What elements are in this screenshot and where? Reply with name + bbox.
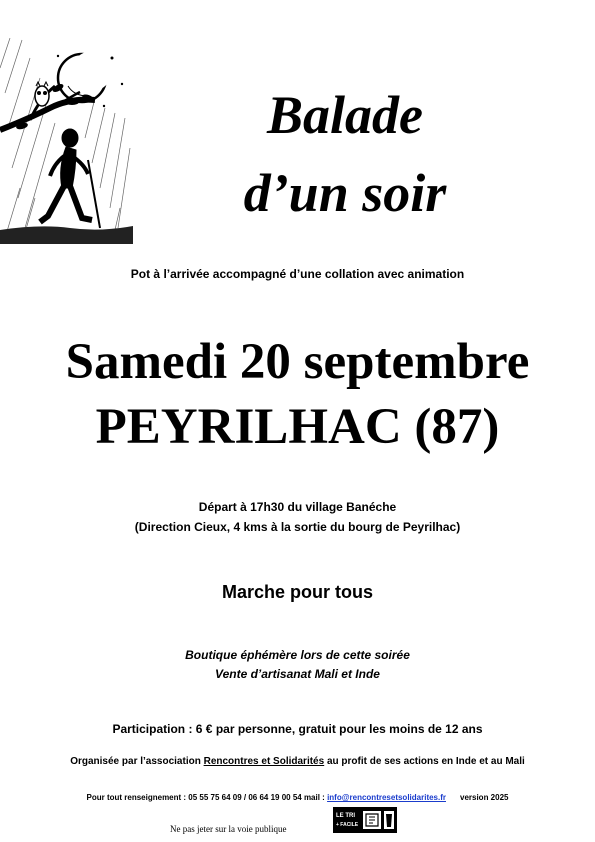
event-place: PEYRILHAC (87): [95, 399, 500, 455]
participation-price: Participation : 6 € par personne, gratuit pour les moins de 12 ans: [112, 722, 483, 736]
departure-time: Départ à 17h30 du village Banéche: [198, 500, 397, 514]
walker-moon-illustration: [0, 38, 133, 244]
title-line-2: d’un soir: [243, 163, 447, 223]
contact-email-link[interactable]: info@rencontresetsolidarites.fr: [327, 793, 446, 802]
contact-line: [0, 793, 595, 802]
recycle-note: Ne pas jeter sur la voie publique: [170, 824, 287, 834]
organiser-name: Rencontres et Solidarités: [203, 756, 325, 767]
contact-label: Pour tout renseignement : 05 55 75 64 09 / 06 64 19 00 54 mail :: [86, 793, 328, 802]
subtitle: Pot à l’arrivée accompagné d’une collation avec animation: [130, 267, 465, 281]
version-label: version 2025: [460, 793, 509, 802]
event-date: Samedi 20 septembre: [65, 334, 530, 390]
departure-directions: (Direction Cieux, 4 kms à la sortie du bourg de Peyrilhac): [134, 520, 461, 534]
organiser-line: [0, 756, 595, 767]
walk-heading: Marche pour tous: [221, 582, 373, 602]
shop-line-1: Boutique éphémère lors de cette soirée: [185, 648, 410, 662]
logo-text-bottom: + FACILE: [336, 822, 359, 828]
organiser-suffix: au profit de ses actions en Inde et au Mali: [324, 756, 525, 767]
organiser-prefix: Organisée par l’association: [70, 756, 204, 767]
recycling-logo: [333, 807, 397, 833]
title-line-1: Balade: [267, 85, 423, 145]
logo-text-top: LE TRI: [336, 813, 355, 819]
shop-line-2: Vente d’artisanat Mali et Inde: [215, 667, 380, 681]
